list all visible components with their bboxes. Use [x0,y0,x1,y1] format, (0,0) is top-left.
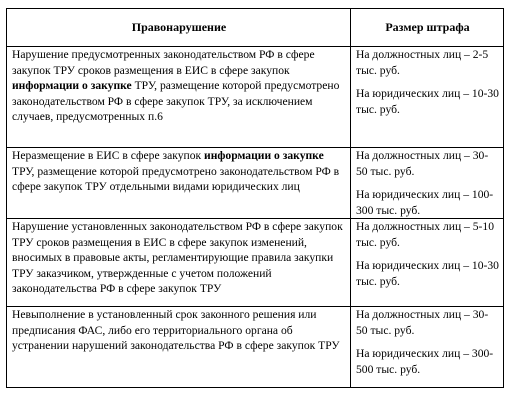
table-row [7,47,504,148]
fine-cell [351,219,504,307]
fine-legal-entities: На юридических лиц – 10-30 тыс. руб. [356,259,499,288]
fine-cell [351,307,504,388]
fines-table [6,8,504,388]
fine-legal-entities: На юридических лиц – 300-500 тыс. руб. [356,347,494,376]
fine-officials: На должностных лиц – 30-50 тыс. руб. [356,308,489,337]
fine-officials: На должностных лиц – 2-5 тыс. руб. [356,48,489,77]
offense-text: Нарушение установленных законодательством РФ в сфере закупок ТРУ сроков размещения в ЕИС в сфере закупок изменений, вносимых в правовые акты, регламентирующие правила закупки ТРУ заказчиком, утвержденные с учетом положений законодательства РФ в сфере закупок ТРУ [12,220,343,295]
table-row [7,219,504,307]
offense-text: Нарушение предусмотренных законодательством РФ в сфере закупок ТРУ сроков размещения в ЕИС в сфере закупок [12,48,315,77]
offense-cell [7,47,351,148]
fine-legal-entities: На юридических лиц – 100-300 тыс. руб. [356,188,494,217]
fine-cell [351,47,504,148]
offense-cell [7,307,351,388]
header-offense: Правонарушение [7,9,351,47]
offense-cell [7,148,351,219]
table-row [7,148,504,219]
table-row [7,307,504,388]
table-header-row [7,9,504,47]
fine-officials: На должностных лиц – 5-10 тыс. руб. [356,220,494,249]
offense-bold-text: информации о закупке [204,149,324,162]
fine-officials: На должностных лиц – 30-50 тыс. руб. [356,149,489,178]
offense-text: Невыполнение в установленный срок законного решения или предписания ФАС, либо его территориального органа об устранении нарушений законодательства РФ в сфере закупок ТРУ [12,308,340,352]
offense-cell [7,219,351,307]
offense-text: ТРУ, размещение которой предусмотрено законодательством РФ в сфере закупок ТРУ, за исключением случаев, предусмотренных п.6 [12,79,340,123]
fine-legal-entities: На юридических лиц – 10-30 тыс. руб. [356,87,499,116]
header-fine: Размер штрафа [351,9,504,47]
offense-bold-text: информации о закупке [12,79,132,92]
fine-cell [351,148,504,219]
offense-text: Неразмещение в ЕИС в сфере закупок [12,149,205,162]
offense-text: ТРУ, размещение которой предусмотрено законодательством РФ в сфере закупок ТРУ отдельными видами юридических лиц [12,164,340,193]
